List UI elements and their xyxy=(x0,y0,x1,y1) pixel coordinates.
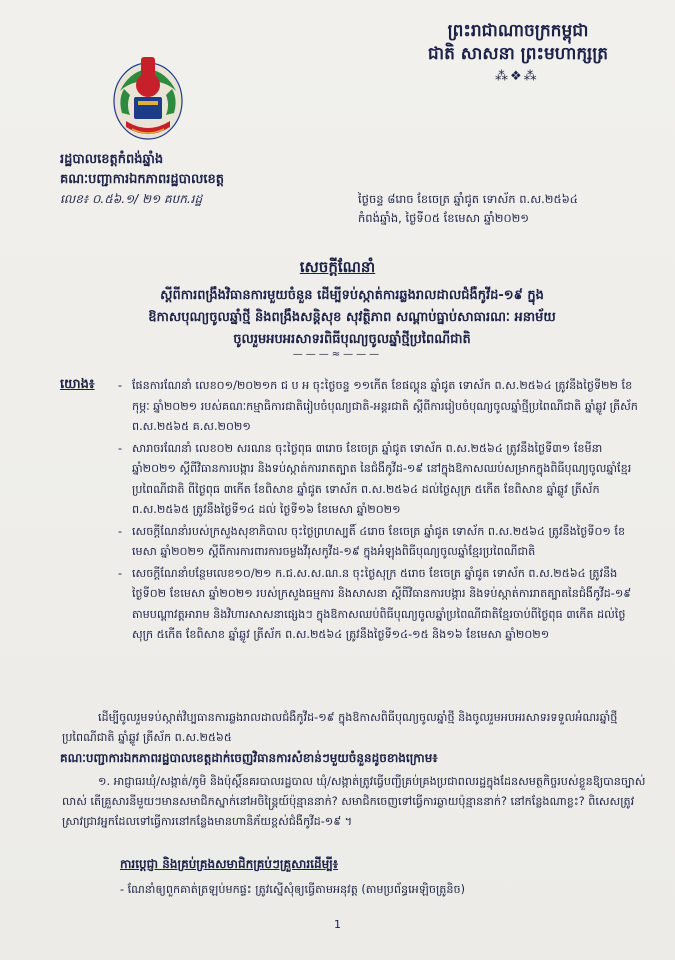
subject-line-2: ឱកាសបុណ្យចូលឆ្នាំថ្មី និងពង្រឹងសន្តិសុខ សុវត្ថិភាព សណ្តាប់ធ្នាប់សាធារណៈ អនាម័យ xyxy=(148,310,556,325)
kingdom-line-2: ជាតិ សាសនា ព្រះមហាក្សត្រ xyxy=(427,44,609,64)
notice-title: សេចក្តីណែនាំ xyxy=(299,258,376,276)
point-1-sub-item: - ណែនាំឲ្យពួកគាត់ត្រឡប់មកផ្ទះ ត្រូវស្នើសុំឲ្យធ្វើតាមអនុវត្ត (តាមប្រព័ន្ធអេឡិចត្រូនិច) xyxy=(120,883,465,896)
reference-text: ផែនការណែនាំ លេខ០១/២០២១ក ជ ប អ ចុះថ្ងៃចន្ទ ១១កើត ខែផល្គុន ឆ្នាំជូត ទោស័ក ព.ស.២៥៦៤ ត្រូវនឹងថ្ងៃទី២២ ខែកុម្ភៈ ឆ្នាំ២០២១ របស់គណៈកម្មាធិការជាតិរៀបចំបុណ្យជាតិ-អន្តរជាតិ ស្តីពីការរៀបចំបុណ្យចូលឆ្នាំថ្មីប្រពៃណីជាតិ ឆ្នាំឆ្លូវ ត្រីស័ក ព.ស.២៥៦៥ គ.ស.២០២១ xyxy=(132,379,638,433)
reference-item: - សេចក្តីណែនាំបន្ថែមលេខ១០/២១ ក.ជ.ស.ស.ណ.ន ចុះថ្ងៃសុក្រ ៥រោច ខែចេត្រ ឆ្នាំជូត ទោស័ក ព.ស.២៥៦៤ ត្រូវនឹងថ្ងៃទី០២ ខែមេសា ឆ្នាំ២០២១ របស់ក្រសួងធម្មការ និងសាសនា ស្តីពីវិធានការបង្ការ និងទប់ស្កាត់ការរាតត្បាតនៃជំងឺកូវីដ-១៩ តាមបណ្តាវត្តអារាម និងវិហារសាសនាផ្សេងៗ ក្នុងឱកាសឈប់ពិធីបុណ្យចូលឆ្នាំប្រពៃណីជាតិខ្មែរចាប់ពីថ្ងៃពុធ ៣កើត ដល់ថ្ងៃសុក្រ ៥កើត ខែពិសាខ ឆ្នាំឆ្លូវ ត្រីស័ក ព.ស.២៥៦៤ ត្រូវនឹងថ្ងៃទី១៤-១៥ និង១៦ ខែមេសា ឆ្នាំ២០២១ xyxy=(118,566,632,641)
kingdom-line-1: ព្រះរាជាណាចក្រកម្ពុជា xyxy=(447,21,589,41)
point-1-paragraph: ១. អាជ្ញាធរឃុំ/សង្កាត់/ភូមិ និងប៉ុស្តិ៍នគរបាលរដ្ឋបាល ឃុំ/សង្កាត់ត្រូវធ្វើបញ្ជីគ្រប់គ្រងប្រជាពលរដ្ឋក្នុងដែនសមត្ថកិច្ចរបស់ខ្លួនឱ្យបានច្បាស់លាស់ តើគ្រួសារនីមួយៗមានសមាជិកស្នាក់នៅអចិន្ត្រៃយ៍ប៉ុន្មាននាក់? សមាជិកចេញទៅធ្វើការឆ្ងាយប៉ុន្មាននាក់? នៅកន្លែងណាខ្លះ? ពិសេសត្រូវស្រាវជ្រាវអ្នកដែលទៅធ្វើការនៅកន្លែងមានហានិភ័យខ្ពស់ជំងឺកូវីដ-១៩ ។ xyxy=(62,775,646,828)
notice-subject xyxy=(72,285,632,351)
reference-item: - សេចក្តីណែនាំរបស់ក្រសួងសុខាភិបាល ចុះថ្ងៃព្រហស្បតិ៍ ៤រោច ខែចេត្រ ឆ្នាំជូត ទោស័ក ព.ស.២៥៦៤ ត្រូវនឹងថ្ងៃទី០១ ខែមេសា ឆ្នាំ២០២១ ស្តីពីការការពារការចម្លងវីរុសកូវីដ-១៩ ក្នុងអំឡុងពិធីបុណ្យចូលឆ្នាំខ្មែរប្រពៃណីជាតិ xyxy=(118,524,626,558)
department-line-2: គណៈបញ្ជាការឯកភាពរដ្ឋបាលខេត្ត xyxy=(60,172,224,187)
department-line-1: រដ្ឋបាលខេត្តកំពង់ឆ្នាំង xyxy=(60,152,164,167)
subject-line-3: ចូលរួមអបអរសាទរពិធីបុណ្យចូលឆ្នាំថ្មីប្រពៃណីជាតិ xyxy=(233,332,471,347)
section-heading: ការប្តេជ្ញា និងគ្រប់គ្រងសមាជិកគ្រប់ៗគ្រួសារដើម្បី៖ xyxy=(120,857,339,871)
date-block xyxy=(358,190,658,228)
department-block xyxy=(60,150,224,190)
point-1-sub-text: ណែនាំឲ្យពួកគាត់ត្រឡប់មកផ្ទះ ត្រូវស្នើសុំឲ្យធ្វើតាមអនុវត្ត (តាមប្រព័ន្ធអេឡិចត្រូនិច) xyxy=(127,883,465,896)
reference-text: សារាចរណែនាំ លេខ០២ សរណន ចុះថ្ងៃពុធ ៣រោច ខែចេត្រ ឆ្នាំជូត ទោស័ក ព.ស.២៥៦៤ ត្រូវនឹងថ្ងៃទី៣១ ខែមីនា ឆ្នាំ២០២១ ស្តីពីវិធានការបង្ការ និងទប់ស្កាត់ការរាតត្បាត នៃជំងឺកូវីដ-១៩ នៅក្នុងឱកាសឈប់សម្រាកក្នុងពិធីបុណ្យចូលឆ្នាំខ្មែរប្រពៃណីជាតិ ពីថ្ងៃពុធ ៣កើត ខែពិសាខ ឆ្នាំជូត ទោស័ក ព.ស.២៥៦៤ ដល់ថ្ងៃសុក្រ ៥កើត ខែពិសាខ ឆ្នាំឆ្លូវ ត្រីស័ក ព.ស.២៥៦៥ ត្រូវនឹងថ្ងៃទី១៤ ដល់ ថ្ងៃទី១៦ ខែមេសា ឆ្នាំ២០២១ xyxy=(132,441,632,516)
reference-text: សេចក្តីណែនាំបន្ថែមលេខ១០/២១ ក.ជ.ស.ស.ណ.ន ចុះថ្ងៃសុក្រ ៥រោច ខែចេត្រ ឆ្នាំជូត ទោស័ក ព.ស.២៥៦៤ ត្រូវនឹងថ្ងៃទី០២ ខែមេសា ឆ្នាំ២០២១ របស់ក្រសួងធម្មការ និងសាសនា ស្តីពីវិធានការបង្ការ និងទប់ស្កាត់ការរាតត្បាតនៃជំងឺកូវីដ-១៩ តាមបណ្តាវត្តអារាម និងវិហារសាសនាផ្សេងៗ ក្នុងឱកាសឈប់ពិធីបុណ្យចូលឆ្នាំប្រពៃណីជាតិខ្មែរចាប់ពីថ្ងៃពុធ ៣កើត ដល់ថ្ងៃសុក្រ ៥កើត ខែពិសាខ ឆ្នាំឆ្លូវ ត្រីស័ក ព.ស.២៥៦៤ ត្រូវនឹងថ្ងៃទី១៤-១៥ និង១៦ ខែមេសា ឆ្នាំ២០២១ xyxy=(132,566,632,641)
decision-line: គណៈបញ្ជាការឯកភាពរដ្ឋបាលខេត្តដាក់ចេញវិធានការសំខាន់ៗមួយចំនួនដូចខាងក្រោម៖ xyxy=(60,751,438,765)
references-label: យោង៖ xyxy=(60,377,95,392)
kingdom-heading xyxy=(368,20,668,66)
reference-item: - សារាចរណែនាំ លេខ០២ សរណន ចុះថ្ងៃពុធ ៣រោច ខែចេត្រ ឆ្នាំជូត ទោស័ក ព.ស.២៥៦៤ ត្រូវនឹងថ្ងៃទី៣១ ខែមីនា ឆ្នាំ២០២១ ស្តីពីវិធានការបង្ការ និងទប់ស្កាត់ការរាតត្បាត នៃជំងឺកូវីដ-១៩ នៅក្នុងឱកាសឈប់សម្រាកក្នុងពិធីបុណ្យចូលឆ្នាំខ្មែរប្រពៃណីជាតិ ពីថ្ងៃពុធ ៣កើត ខែពិសាខ ឆ្នាំជូត ទោស័ក ព.ស.២៥៦៤ ដល់ថ្ងៃសុក្រ ៥កើត ខែពិសាខ ឆ្នាំឆ្លូវ ត្រីស័ក ព.ស.២៥៦៥ ត្រូវនឹងថ្ងៃទី១៤ ដល់ ថ្ងៃទី១៦ ខែមេសា ឆ្នាំ២០២១ xyxy=(118,441,632,516)
reference-item: - ផែនការណែនាំ លេខ០១/២០២១ក ជ ប អ ចុះថ្ងៃចន្ទ ១១កើត ខែផល្គុន ឆ្នាំជូត ទោស័ក ព.ស.២៥៦៤ ត្រូវនឹងថ្ងៃទី២២ ខែកុម្ភៈ ឆ្នាំ២០២១ របស់គណៈកម្មាធិការជាតិរៀបចំបុណ្យជាតិ-អន្តរជាតិ ស្តីពីការរៀបចំបុណ្យចូលឆ្នាំថ្មីប្រពៃណីជាតិ ឆ្នាំឆ្លូវ ត្រីស័ក ព.ស.២៥៦៥ គ.ស.២០២១ xyxy=(118,379,638,433)
subject-line-1: ស្តីពីការពង្រឹងវិធានការមួយចំនួន ដើម្បីទប់ស្កាត់ការឆ្លងរាលដាលជំងឺកូវីដ-១៩ ក្នុង xyxy=(160,288,544,303)
solar-date: កំពង់ឆ្នាំង, ថ្ងៃទី០៥ ខែមេសា ឆ្នាំ២០២១ xyxy=(358,211,530,225)
header-ornament: ⁂❖⁂ xyxy=(495,69,539,84)
reference-number: លេខ៖ ០.៥៦.១/ ២១ គបក.រដ្ឋ xyxy=(60,192,203,206)
provincial-emblem-logo xyxy=(108,51,188,147)
reference-text: សេចក្តីណែនាំរបស់ក្រសួងសុខាភិបាល ចុះថ្ងៃព្រហស្បតិ៍ ៤រោច ខែចេត្រ ឆ្នាំជូត ទោស័ក ព.ស.២៥៦៤ ត្រូវនឹងថ្ងៃទី០១ ខែមេសា ឆ្នាំ២០២១ ស្តីពីការការពារការចម្លងវីរុសកូវីដ-១៩ ក្នុងអំឡុងពិធីបុណ្យចូលឆ្នាំខ្មែរប្រពៃណីជាតិ xyxy=(132,524,626,558)
intro-paragraph: ដើម្បីចូលរួមទប់ស្កាត់វិប្បធានការឆ្លងរាលដាលជំងឺកូវីដ-១៩ ក្នុងឱកាសពិធីបុណ្យចូលឆ្នាំថ្មី និងចូលរួមអបអរសាទរទទួលអំណរឆ្នាំថ្មីប្រពៃណីជាតិ ឆ្នាំឆ្លូវ ត្រីស័ក ព.ស.២៥៦៥ xyxy=(62,711,618,744)
references-list xyxy=(118,376,643,647)
lunar-date: ថ្ងៃចន្ទ ៨រោច ខែចេត្រ ឆ្នាំជូត ទោស័ក ព.ស.២៥៦៤ xyxy=(358,192,578,206)
page-number: 1 xyxy=(334,918,341,931)
subject-divider: ———≈——— xyxy=(292,349,383,360)
